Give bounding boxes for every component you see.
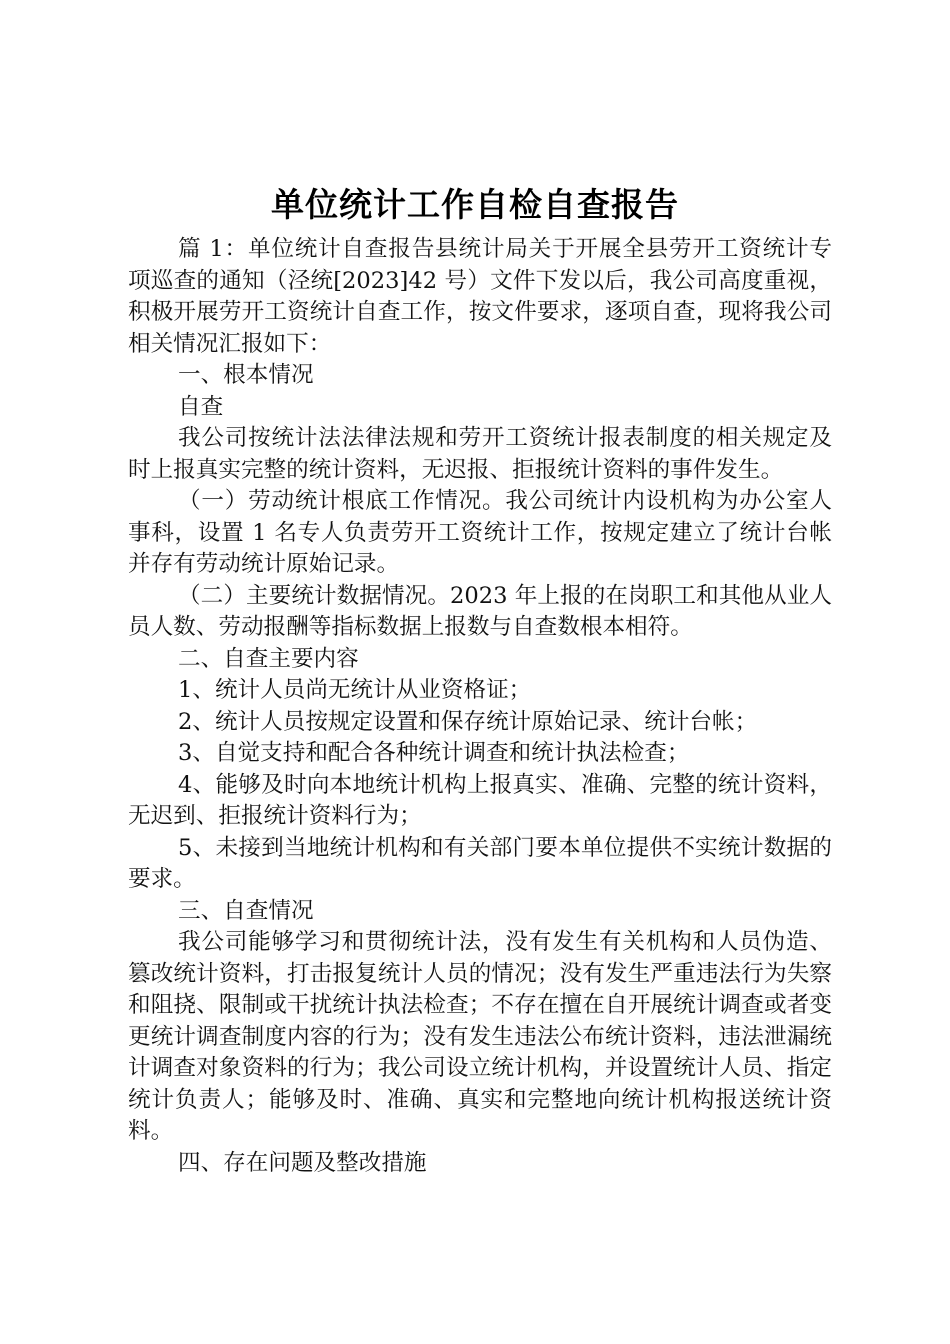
section-heading-self-check-situation: 三、自查情况 [178,897,314,924]
list-item-1: 1、统计人员尚无统计从业资格证； [178,677,532,703]
paragraph-main-statistical-data: （二）主要统计数据情况。2023 年上报的在岗职工和其他从业人员人数、劳动报酬等指标数据上报数与自查数根本相符。 [128,582,832,640]
list-item-4: 4、能够及时向本地统计机构上报真实、准确、完整的统计资料，无迟到、拒报统计资料行为； [128,771,832,829]
document-title: 单位统计工作自检自查报告 [271,185,679,224]
list-item-3: 3、自觉支持和配合各种统计调查和统计执法检查； [178,740,690,766]
section-heading-main-content: 二、自查主要内容 [178,645,359,672]
intro-paragraph: 篇 1：单位统计自查报告县统计局关于开展全县劳开工资统计专项巡查的通知（泾统[2023]42 号）文件下发以后，我公司高度重视，积极开展劳开工资统计自查工作，按文件要求，逐项自查，现将我公司相关情况汇报如下： [128,236,832,357]
paragraph-compliance: 我公司按统计法法律法规和劳开工资统计报表制度的相关规定及时上报真实完整的统计资料，无迟报、拒报统计资料的事件发生。 [128,425,832,483]
list-item-2: 2、统计人员按规定设置和保存统计原始记录、统计台帐； [178,708,758,735]
section-heading-problems-and-measures: 四、存在问题及整改措施 [178,1149,427,1176]
list-item-5: 5、未接到当地统计机构和有关部门要本单位提供不实统计数据的要求。 [128,834,832,892]
paragraph-self-check-situation: 我公司能够学习和贯彻统计法，没有发生有关机构和人员伪造、篡改统计资料，打击报复统计人员的情况；没有发生严重违法行为失察和阻挠、限制或干扰统计执法检查；不存在擅在自开展统计调查或者变更统计调查制度内容的行为；没有发生违法公布统计资料，违法泄漏统计调查对象资料的行为；我公司设立统计机构，并设置统计人员、指定统计负责人；能够及时、准确、真实和完整地向统计机构报送统计资料。 [128,929,832,1144]
document-body [128,234,832,1179]
subheading-self-check: 自查 [178,393,224,420]
paragraph-labor-statistics-basis: （一）劳动统计根底工作情况。我公司统计内设机构为办公室人事科，设置 1 名专人负责劳开工资统计工作，按规定建立了统计台帐并存有劳动统计原始记录。 [128,488,832,577]
section-heading-basic-situation: 一、根本情况 [178,362,314,388]
